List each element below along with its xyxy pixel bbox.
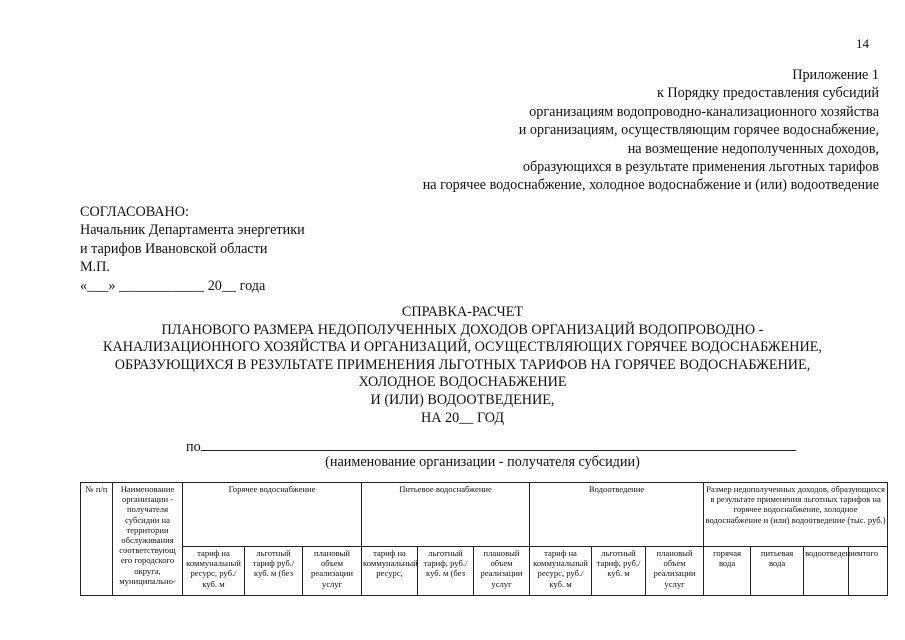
title-line: И (ИЛИ) ВОДООТВЕДЕНИЕ, xyxy=(370,391,555,408)
appendix-line: организациям водопроводно-канализационного хозяйства xyxy=(529,103,879,120)
org-caption: (наименование организации - получателя субсидии) xyxy=(325,454,640,470)
sewage-tariff: тариф на коммунальный ресурс, руб./куб. м xyxy=(530,547,592,596)
drinking-preferential-tariff: льготный тариф, руб./куб. м (без xyxy=(418,547,474,596)
title-line: КАНАЛИЗАЦИОННОГО ХОЗЯЙСТВА И ОРГАНИЗАЦИЙ, ОСУЩЕСТВЛЯЮЩИХ ГОРЯЧЕЕ ВОДОСНАБЖЕНИЕ, xyxy=(103,339,822,356)
hot-tariff: тариф на коммунальный ресурс, руб./куб. м xyxy=(183,547,245,596)
loss-drinking-water: питьевая вода xyxy=(751,547,804,596)
title-line: ПЛАНОВОГО РАЗМЕРА НЕДОПОЛУЧЕННЫХ ДОХОДОВ ОРГАНИЗАЦИЙ ВОДОПРОВОДНО - xyxy=(161,321,764,338)
approval-line: Начальник Департамента энергетики xyxy=(80,222,305,239)
page-number: 14 xyxy=(856,36,869,51)
org-prefix: по xyxy=(186,439,201,455)
loss-sewage: водоотведение xyxy=(804,547,849,596)
group-sewage: Водоотведение xyxy=(530,483,704,547)
approval-date: «___» ____________ 20__ года xyxy=(80,277,266,294)
appendix-block xyxy=(423,66,879,195)
title-line: НА 20__ ГОД xyxy=(420,409,505,426)
org-name-blank xyxy=(201,438,796,451)
group-drinking-water: Питьевое водоснабжение xyxy=(362,483,530,547)
sewage-planned-volume: плановый объем реализации услуг xyxy=(646,547,704,596)
title-line: ХОЛОДНОЕ ВОДОСНАБЖЕНИЕ xyxy=(358,374,567,391)
stamp-place: М.П. xyxy=(80,259,110,276)
appendix-line: Приложение 1 xyxy=(792,67,879,83)
title-line: ОБРАЗУЮЩИХСЯ В РЕЗУЛЬТАТЕ ПРИМЕНЕНИЯ ЛЬГОТНЫХ ТАРИФОВ НА ГОРЯЧЕЕ ВОДОСНАБЖЕНИЕ, xyxy=(114,356,811,373)
loss-hot-water: горячая вода xyxy=(704,547,751,596)
calculation-table xyxy=(80,482,888,596)
document-title xyxy=(90,304,835,427)
loss-total: итого xyxy=(849,547,888,596)
appendix-line: к Порядку предоставления субсидий xyxy=(656,85,879,102)
group-hot-water: Горячее водоснабжение xyxy=(183,483,362,547)
col-org-name-header: Наименование организации - получателя субсидии на территории обслуживания соответствующ его городского округа, муниципально- xyxy=(113,483,183,596)
appendix-line: на возмещение недополученных доходов, xyxy=(627,140,879,157)
approval-block xyxy=(80,203,305,295)
sewage-preferential-tariff: льготный тариф, руб./куб. м xyxy=(592,547,646,596)
drinking-tariff: тариф на коммунальный ресурс, xyxy=(362,547,418,596)
approval-line: и тарифов Ивановской области xyxy=(80,240,268,257)
col-number-header: № п/п xyxy=(81,483,113,596)
drinking-planned-volume: плановый объем реализации услуг xyxy=(474,547,530,596)
group-lost-income: Размер недополученных доходов, образующихся в результате применения льготных тарифов на горячее водоснабжение, холодное водоснабжение и (или) водоотведение (тыс. руб.) xyxy=(704,483,888,547)
appendix-line: и организациям, осуществляющим горячее водоснабжение, xyxy=(518,122,879,139)
hot-planned-volume: плановый объем реализации услуг xyxy=(303,547,362,596)
hot-preferential-tariff: льготный тариф руб./куб. м (без xyxy=(245,547,303,596)
title-line: СПРАВКА-РАСЧЕТ xyxy=(401,304,524,320)
appendix-line: на горячее водоснабжение, холодное водоснабжение и (или) водоотведение xyxy=(422,177,879,194)
appendix-line: образующихся в результате применения льготных тарифов xyxy=(522,159,879,176)
approval-heading: СОГЛАСОВАНО: xyxy=(80,204,189,220)
